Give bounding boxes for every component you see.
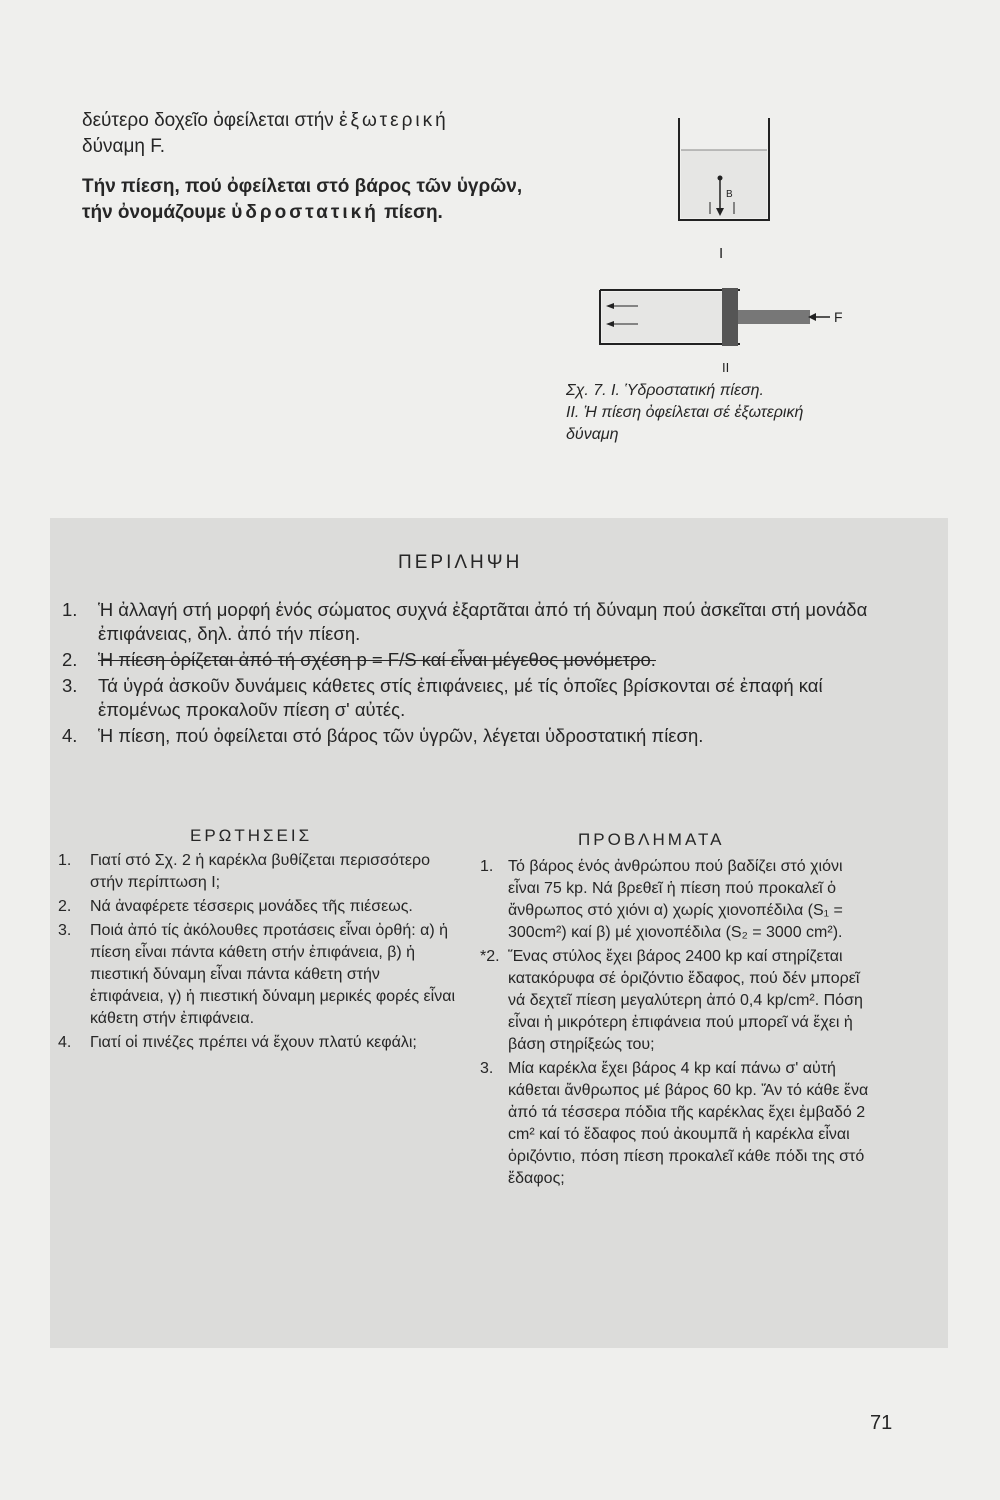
summary-list — [60, 598, 900, 750]
intro-line-1: δεύτερο δοχεῖο ὀφείλεται στήν ἐξωτερική — [82, 110, 449, 131]
container-ii — [600, 288, 843, 346]
label-i: I — [719, 245, 724, 262]
intro-definition: Τήν πίεση, πού ὀφείλεται στό βάρος τῶν ὑγρῶν, τήν ὀνομάζουμε ὑδροστατική πίεση. — [82, 176, 523, 223]
summary-item: 2. Ἡ πίεση ὁρίζεται ἀπό τή σχέση p = F/S καί εἶναι μέγεθος μονόμετρο. — [62, 649, 656, 670]
question-item: 1. Γιατί στό Σχ. 2 ἡ καρέκλα βυθίζεται περισσότερο στήν περίπτωση I; — [58, 852, 431, 891]
questions-list — [58, 850, 458, 1056]
problems-title: ΠΡΟΒΛΗΜΑΤΑ — [578, 830, 725, 849]
question-item: 2. Νά ἀναφέρετε τέσσερις μονάδες τῆς πιέσεως. — [58, 898, 413, 915]
problem-item: 1. Τό βάρος ἑνός ἀνθρώπου πού βαδίζει στό χιόνι εἶναι 75 kp. Νά βρεθεῖ ἡ πίεση πού προκαλεῖ ὁ ἄνθρωπος στό χιόνι α) χωρίς χιονοπέδιλα (S₁ = 300cm²) καί β) μέ χιονοπέδιλα (S₂ = 3000 cm²). — [480, 858, 843, 941]
intro-line-2: δύναμη F. — [82, 136, 166, 157]
problems-list — [476, 856, 876, 1192]
figure-caption: Σχ. 7. I. Ὑδροστατική πίεση. II. Ἡ πίεση ὀφείλεται σέ ἐξωτερική δύναμη — [566, 382, 804, 443]
summary-item: 4. Ἡ πίεση, πού ὀφείλεται στό βάρος τῶν ὑγρῶν, λέγεται ὑδροστατική πίεση. — [62, 725, 704, 746]
label-ii: II — [722, 360, 730, 375]
problem-item: *2. Ἕνας στύλος ἔχει βάρος 2400 kp καί στηρίζεται κατακόρυφα σέ ὁριζόντιο ἔδαφος, πού δέν μπορεῖ νά δεχτεῖ πίεση μεγαλύτερη ἀπό 0,4 kp/cm². Πόση εἶναι ἡ μικρότερη ἐπιφάνεια πού μπορεῖ νά ἔχει ἡ βάση στηρίξεώς του; — [480, 948, 863, 1053]
questions-title: ΕΡΩΤΗΣΕΙΣ — [190, 826, 313, 845]
question-item: 4. Γιατί οἱ πινέζες πρέπει νά ἔχουν πλατύ κεφάλι; — [58, 1034, 417, 1051]
piston — [722, 288, 738, 346]
summary-item: 1. Ἡ ἀλλαγή στή μορφή ἑνός σώματος συχνά ἐξαρτᾶται ἀπό τή δύναμη πού ἀσκεῖται στή μονάδα ἐπιφάνειας, δηλ. ἀπό τήν πίεση. — [62, 599, 868, 644]
page-number: 71 — [870, 1412, 893, 1434]
label-f: F — [834, 309, 843, 325]
label-b: B — [726, 189, 733, 200]
summary-title: ΠΕΡΙΛΗΨΗ — [398, 552, 523, 573]
intro-text — [82, 108, 552, 226]
summary-item: 3. Τά ὑγρά ἀσκοῦν δυνάμεις κάθετες στίς ἐπιφάνειες, μέ τίς ὁποῖες βρίσκονται σέ ἐπαφή καί ἑπομένως προκαλοῦν πίεση σ' αὐτές. — [62, 675, 823, 720]
problem-item: 3. Μία καρέκλα ἔχει βάρος 4 kp καί πάνω σ' αὐτή κάθεται ἄνθρωπος μέ βάρος 60 kp. Ἄν τό κάθε ἕνα ἀπό τά τέσσερα πόδια τῆς καρέκλας ἔχει ἐμβαδό 2 cm² καί τό ἔδαφος πού ἀκουμπᾶ ἡ καρέκλα εἶναι ὁριζόντιο, πόση πίεση προκαλεῖ κάθε πόδι της στό ἔδαφος; — [480, 1060, 869, 1187]
question-item: 3. Ποιά ἀπό τίς ἀκόλουθες προτάσεις εἶναι ὀρθή: α) ἡ πίεση εἶναι πάντα κάθετη στήν ἐπιφάνεια, β) ἡ πιεστική δύναμη εἶναι πάντα κάθετη στήν ἐπιφάνεια, γ) ἡ πιεστική δύναμη μερικές φορές εἶναι κάθετη στήν ἐπιφάνεια. — [58, 922, 456, 1027]
container-i — [679, 118, 769, 220]
